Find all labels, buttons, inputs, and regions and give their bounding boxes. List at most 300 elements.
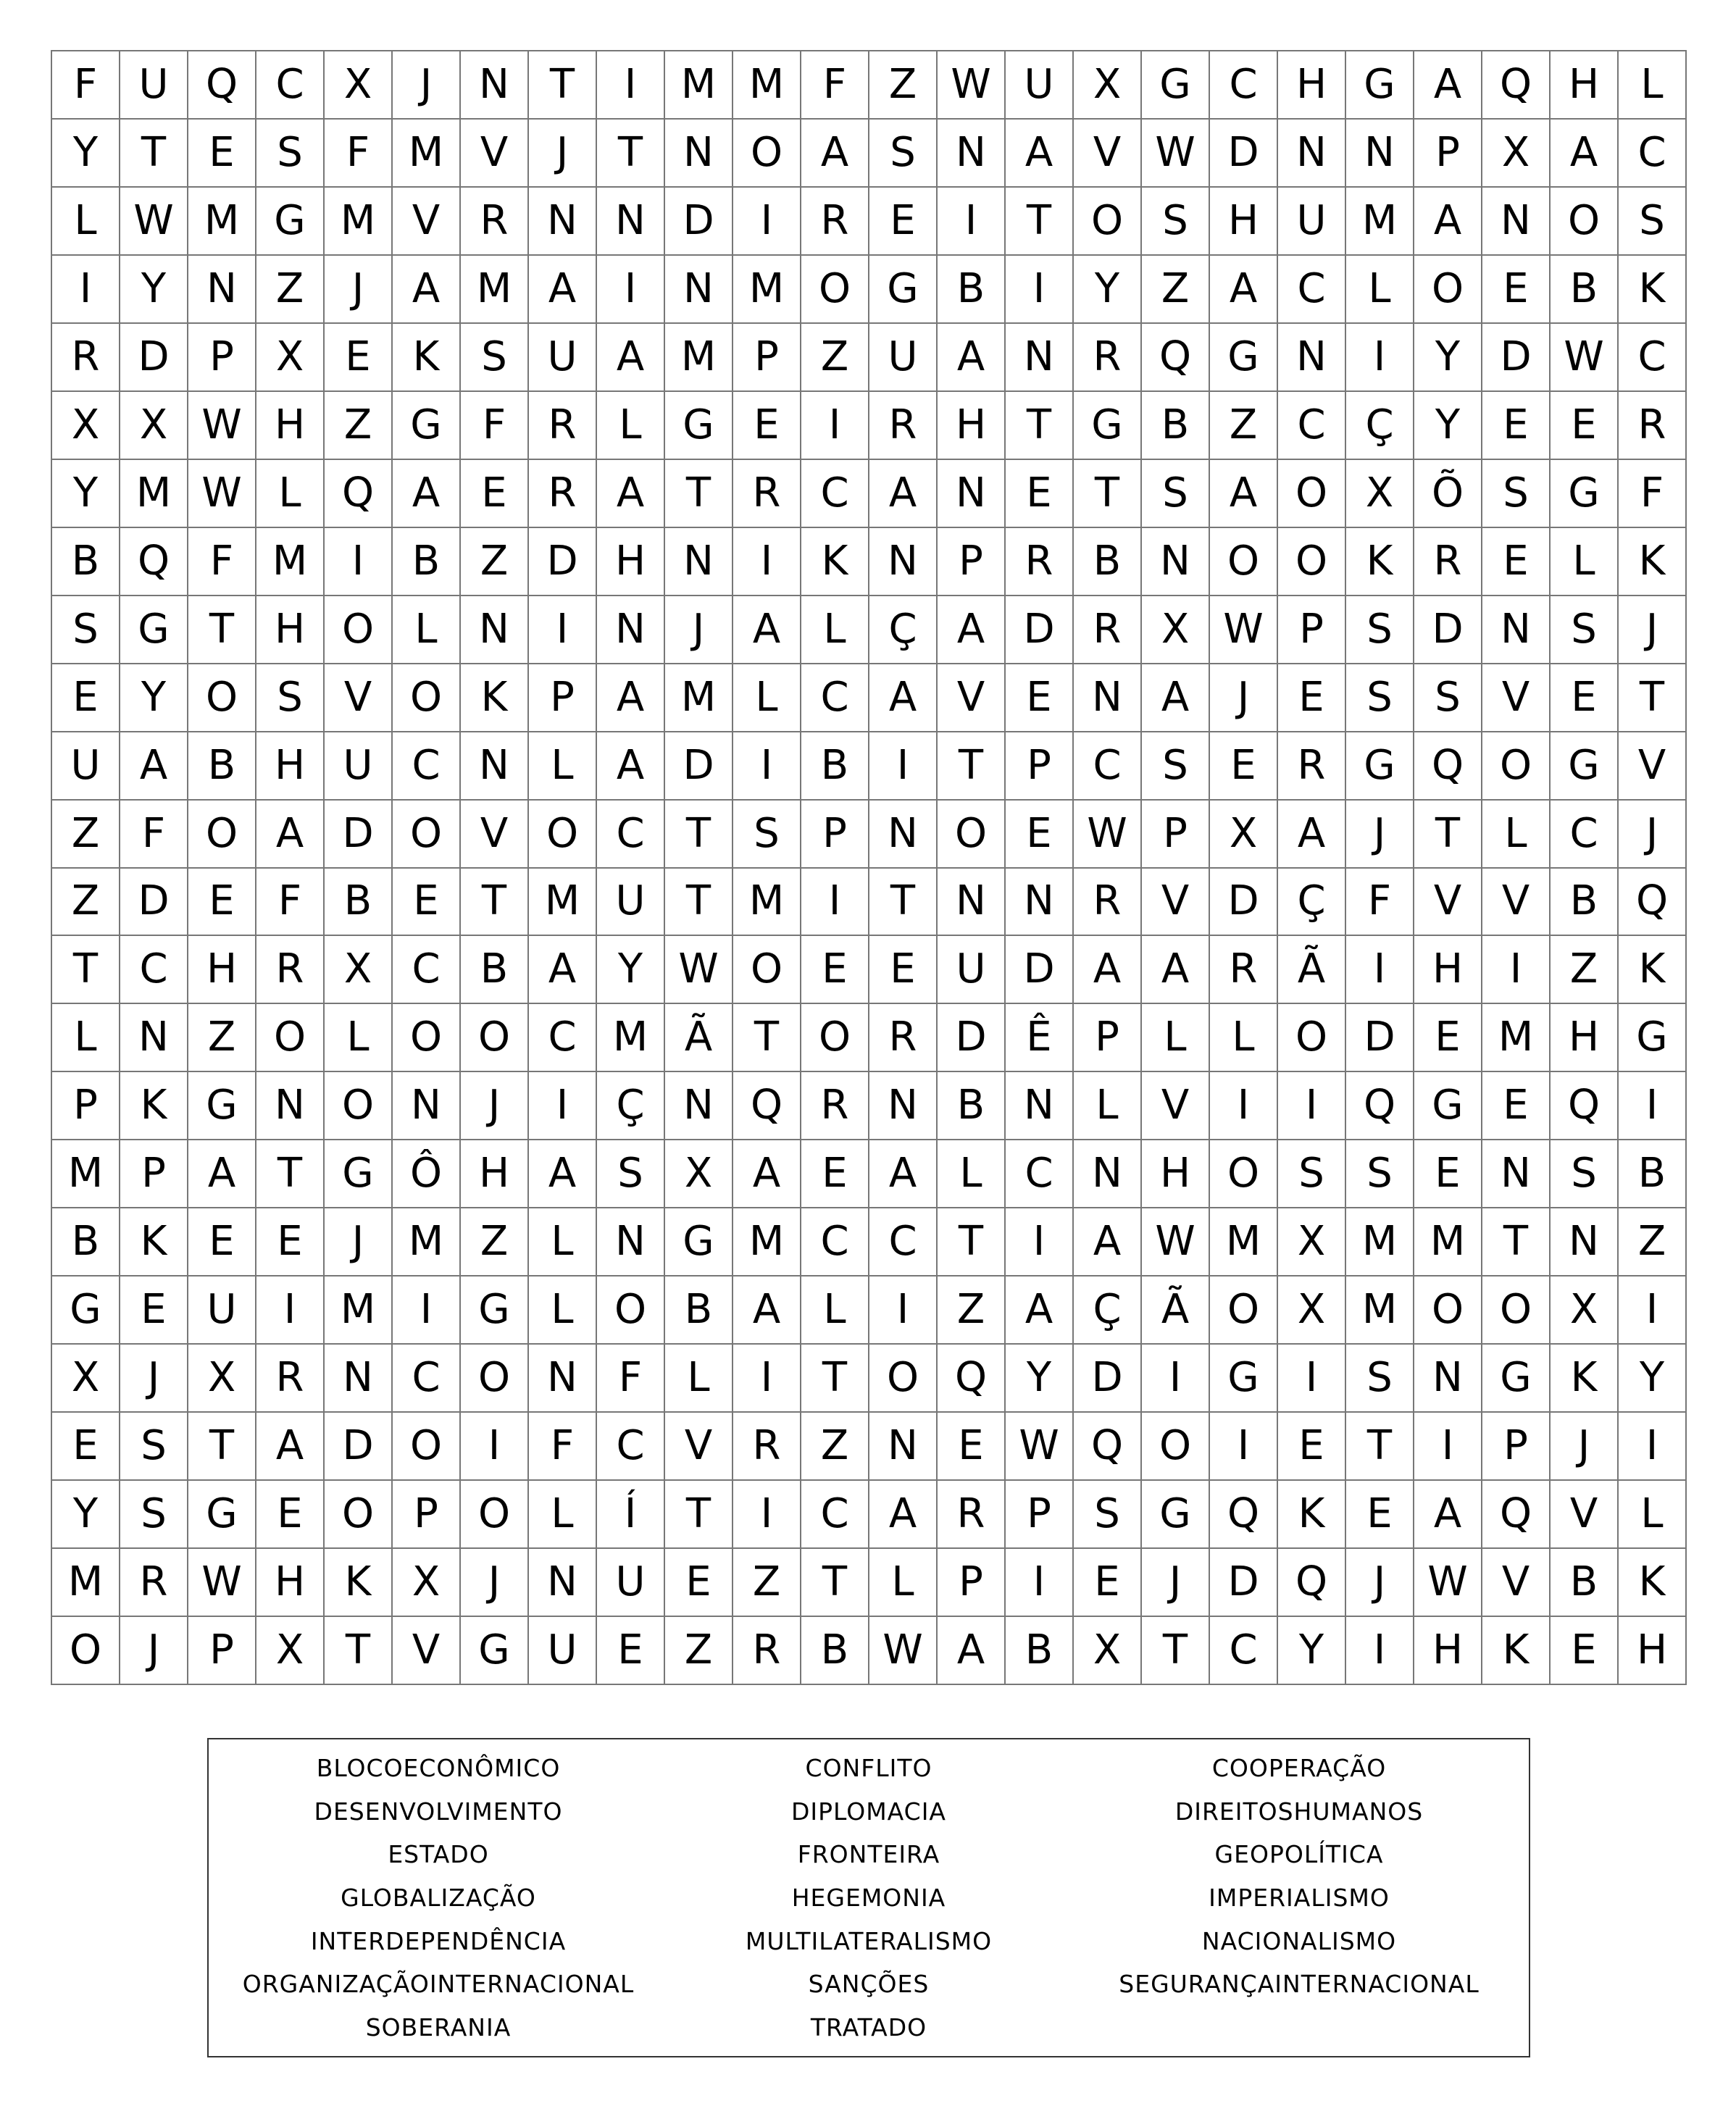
grid-cell[interactable]: A: [1006, 120, 1074, 188]
grid-cell[interactable]: I: [52, 256, 120, 324]
grid-cell[interactable]: W: [1210, 596, 1278, 664]
grid-cell[interactable]: E: [1482, 256, 1551, 324]
grid-cell[interactable]: C: [1278, 256, 1346, 324]
grid-cell[interactable]: C: [1619, 324, 1687, 392]
grid-cell[interactable]: G: [393, 392, 461, 460]
grid-cell[interactable]: Ã: [1142, 1276, 1210, 1345]
grid-cell[interactable]: D: [938, 1004, 1006, 1072]
grid-cell[interactable]: X: [256, 1617, 325, 1685]
grid-cell[interactable]: Z: [1142, 256, 1210, 324]
grid-cell[interactable]: D: [1346, 1004, 1414, 1072]
grid-cell[interactable]: I: [1006, 1549, 1074, 1617]
grid-cell[interactable]: A: [393, 256, 461, 324]
grid-cell[interactable]: P: [52, 1072, 120, 1140]
grid-cell[interactable]: R: [529, 392, 597, 460]
grid-cell[interactable]: H: [938, 392, 1006, 460]
grid-cell[interactable]: I: [1210, 1072, 1278, 1140]
grid-cell[interactable]: G: [120, 596, 188, 664]
grid-cell[interactable]: C: [1210, 1617, 1278, 1685]
grid-cell[interactable]: U: [52, 732, 120, 801]
grid-cell[interactable]: E: [1074, 1549, 1142, 1617]
grid-cell[interactable]: N: [1074, 664, 1142, 732]
grid-cell[interactable]: T: [1482, 1208, 1551, 1276]
grid-cell[interactable]: J: [1210, 664, 1278, 732]
grid-cell[interactable]: E: [869, 188, 938, 256]
grid-cell[interactable]: R: [733, 1617, 801, 1685]
grid-cell[interactable]: E: [188, 869, 256, 937]
grid-cell[interactable]: Y: [1006, 1345, 1074, 1413]
grid-cell[interactable]: Ê: [1006, 1004, 1074, 1072]
grid-cell[interactable]: P: [1278, 596, 1346, 664]
grid-cell[interactable]: C: [120, 936, 188, 1004]
grid-cell[interactable]: R: [256, 1345, 325, 1413]
grid-cell[interactable]: T: [256, 1140, 325, 1208]
grid-cell[interactable]: O: [733, 120, 801, 188]
grid-cell[interactable]: Y: [1619, 1345, 1687, 1413]
grid-cell[interactable]: B: [1006, 1617, 1074, 1685]
grid-cell[interactable]: H: [256, 392, 325, 460]
grid-cell[interactable]: G: [188, 1481, 256, 1549]
grid-cell[interactable]: B: [1551, 1549, 1619, 1617]
grid-cell[interactable]: I: [869, 732, 938, 801]
grid-cell[interactable]: P: [733, 324, 801, 392]
grid-cell[interactable]: H: [1210, 188, 1278, 256]
grid-cell[interactable]: O: [597, 1276, 665, 1345]
grid-cell[interactable]: I: [733, 732, 801, 801]
grid-cell[interactable]: A: [1551, 120, 1619, 188]
grid-cell[interactable]: B: [1619, 1140, 1687, 1208]
grid-cell[interactable]: L: [1210, 1004, 1278, 1072]
grid-cell[interactable]: I: [256, 1276, 325, 1345]
grid-cell[interactable]: Q: [1346, 1072, 1414, 1140]
grid-cell[interactable]: V: [1482, 869, 1551, 937]
grid-cell[interactable]: R: [256, 936, 325, 1004]
grid-cell[interactable]: N: [1074, 1140, 1142, 1208]
grid-cell[interactable]: O: [1414, 256, 1482, 324]
grid-cell[interactable]: G: [461, 1617, 529, 1685]
grid-cell[interactable]: M: [1210, 1208, 1278, 1276]
grid-cell[interactable]: L: [597, 392, 665, 460]
grid-cell[interactable]: E: [1551, 664, 1619, 732]
grid-cell[interactable]: U: [597, 1549, 665, 1617]
grid-cell[interactable]: Õ: [1414, 460, 1482, 528]
grid-cell[interactable]: R: [1619, 392, 1687, 460]
grid-cell[interactable]: O: [1551, 188, 1619, 256]
grid-cell[interactable]: H: [256, 732, 325, 801]
grid-cell[interactable]: P: [188, 1617, 256, 1685]
grid-cell[interactable]: U: [120, 51, 188, 120]
grid-cell[interactable]: B: [393, 528, 461, 596]
grid-cell[interactable]: H: [256, 1549, 325, 1617]
grid-cell[interactable]: Y: [1414, 324, 1482, 392]
grid-cell[interactable]: K: [1278, 1481, 1346, 1549]
grid-cell[interactable]: T: [1346, 1413, 1414, 1481]
grid-cell[interactable]: N: [1006, 869, 1074, 937]
grid-cell[interactable]: Z: [52, 869, 120, 937]
grid-cell[interactable]: B: [52, 1208, 120, 1276]
grid-cell[interactable]: O: [393, 664, 461, 732]
grid-cell[interactable]: Q: [733, 1072, 801, 1140]
grid-cell[interactable]: E: [1210, 732, 1278, 801]
grid-cell[interactable]: L: [1074, 1072, 1142, 1140]
grid-cell[interactable]: K: [1482, 1617, 1551, 1685]
grid-cell[interactable]: I: [1619, 1276, 1687, 1345]
grid-cell[interactable]: J: [461, 1549, 529, 1617]
grid-cell[interactable]: W: [120, 188, 188, 256]
grid-cell[interactable]: V: [461, 801, 529, 869]
grid-cell[interactable]: O: [1210, 1140, 1278, 1208]
grid-cell[interactable]: J: [1551, 1413, 1619, 1481]
grid-cell[interactable]: B: [1551, 869, 1619, 937]
grid-cell[interactable]: E: [1278, 1413, 1346, 1481]
grid-cell[interactable]: C: [801, 1481, 869, 1549]
grid-cell[interactable]: T: [325, 1617, 393, 1685]
grid-cell[interactable]: E: [1551, 1617, 1619, 1685]
grid-cell[interactable]: E: [1482, 1072, 1551, 1140]
grid-cell[interactable]: F: [325, 120, 393, 188]
grid-cell[interactable]: D: [529, 528, 597, 596]
grid-cell[interactable]: P: [801, 801, 869, 869]
grid-cell[interactable]: R: [938, 1481, 1006, 1549]
grid-cell[interactable]: J: [120, 1617, 188, 1685]
grid-cell[interactable]: B: [801, 732, 869, 801]
grid-cell[interactable]: N: [938, 460, 1006, 528]
grid-cell[interactable]: M: [1346, 188, 1414, 256]
grid-cell[interactable]: D: [325, 1413, 393, 1481]
grid-cell[interactable]: Ã: [1278, 936, 1346, 1004]
grid-cell[interactable]: M: [188, 188, 256, 256]
grid-cell[interactable]: E: [256, 1208, 325, 1276]
grid-cell[interactable]: B: [1074, 528, 1142, 596]
grid-cell[interactable]: I: [597, 51, 665, 120]
grid-cell[interactable]: M: [733, 869, 801, 937]
grid-cell[interactable]: Z: [188, 1004, 256, 1072]
grid-cell[interactable]: S: [1142, 460, 1210, 528]
grid-cell[interactable]: O: [325, 596, 393, 664]
grid-cell[interactable]: L: [1482, 801, 1551, 869]
grid-cell[interactable]: H: [1142, 1140, 1210, 1208]
grid-cell[interactable]: D: [665, 188, 733, 256]
grid-cell[interactable]: M: [733, 256, 801, 324]
grid-cell[interactable]: N: [869, 528, 938, 596]
grid-cell[interactable]: I: [733, 528, 801, 596]
grid-cell[interactable]: I: [1278, 1345, 1346, 1413]
grid-cell[interactable]: I: [393, 1276, 461, 1345]
grid-cell[interactable]: A: [733, 1140, 801, 1208]
grid-cell[interactable]: G: [869, 256, 938, 324]
grid-cell[interactable]: G: [1346, 732, 1414, 801]
grid-cell[interactable]: P: [1006, 1481, 1074, 1549]
grid-cell[interactable]: P: [1142, 801, 1210, 869]
grid-cell[interactable]: S: [1142, 732, 1210, 801]
grid-cell[interactable]: Q: [938, 1345, 1006, 1413]
grid-cell[interactable]: O: [393, 801, 461, 869]
grid-cell[interactable]: E: [1414, 1004, 1482, 1072]
grid-cell[interactable]: T: [188, 596, 256, 664]
grid-cell[interactable]: N: [120, 1004, 188, 1072]
grid-cell[interactable]: Q: [1210, 1481, 1278, 1549]
grid-cell[interactable]: Z: [938, 1276, 1006, 1345]
grid-cell[interactable]: E: [1006, 664, 1074, 732]
grid-cell[interactable]: R: [1210, 936, 1278, 1004]
grid-cell[interactable]: O: [393, 1004, 461, 1072]
grid-cell[interactable]: R: [869, 1004, 938, 1072]
grid-cell[interactable]: W: [938, 51, 1006, 120]
grid-cell[interactable]: L: [1346, 256, 1414, 324]
grid-cell[interactable]: A: [1414, 51, 1482, 120]
grid-cell[interactable]: N: [461, 51, 529, 120]
grid-cell[interactable]: M: [325, 188, 393, 256]
grid-cell[interactable]: Z: [461, 1208, 529, 1276]
grid-cell[interactable]: L: [393, 596, 461, 664]
grid-cell[interactable]: J: [665, 596, 733, 664]
grid-cell[interactable]: C: [1006, 1140, 1074, 1208]
grid-cell[interactable]: J: [1346, 801, 1414, 869]
grid-cell[interactable]: O: [1142, 1413, 1210, 1481]
grid-cell[interactable]: Q: [1482, 1481, 1551, 1549]
grid-cell[interactable]: O: [52, 1617, 120, 1685]
grid-cell[interactable]: J: [529, 120, 597, 188]
grid-cell[interactable]: E: [1278, 664, 1346, 732]
grid-cell[interactable]: D: [665, 732, 733, 801]
grid-cell[interactable]: X: [256, 324, 325, 392]
grid-cell[interactable]: E: [801, 1140, 869, 1208]
grid-cell[interactable]: O: [869, 1345, 938, 1413]
grid-cell[interactable]: O: [801, 256, 869, 324]
grid-cell[interactable]: G: [1414, 1072, 1482, 1140]
grid-cell[interactable]: Ã: [665, 1004, 733, 1072]
grid-cell[interactable]: I: [1006, 256, 1074, 324]
grid-cell[interactable]: X: [325, 936, 393, 1004]
grid-cell[interactable]: S: [461, 324, 529, 392]
grid-cell[interactable]: D: [1006, 936, 1074, 1004]
grid-cell[interactable]: Y: [1414, 392, 1482, 460]
grid-cell[interactable]: M: [1482, 1004, 1551, 1072]
grid-cell[interactable]: R: [1074, 596, 1142, 664]
grid-cell[interactable]: P: [188, 324, 256, 392]
grid-cell[interactable]: Ç: [1074, 1276, 1142, 1345]
grid-cell[interactable]: A: [1414, 1481, 1482, 1549]
grid-cell[interactable]: E: [120, 1276, 188, 1345]
grid-cell[interactable]: N: [1482, 596, 1551, 664]
grid-cell[interactable]: F: [461, 392, 529, 460]
grid-cell[interactable]: X: [1074, 1617, 1142, 1685]
grid-cell[interactable]: A: [529, 1140, 597, 1208]
grid-cell[interactable]: Q: [188, 51, 256, 120]
grid-cell[interactable]: Y: [597, 936, 665, 1004]
grid-cell[interactable]: T: [1142, 1617, 1210, 1685]
grid-cell[interactable]: V: [1142, 1072, 1210, 1140]
grid-cell[interactable]: A: [1414, 188, 1482, 256]
grid-cell[interactable]: B: [1142, 392, 1210, 460]
grid-cell[interactable]: M: [597, 1004, 665, 1072]
grid-cell[interactable]: A: [869, 1481, 938, 1549]
grid-cell[interactable]: A: [597, 664, 665, 732]
grid-cell[interactable]: E: [393, 869, 461, 937]
grid-cell[interactable]: M: [1414, 1208, 1482, 1276]
grid-cell[interactable]: A: [1074, 936, 1142, 1004]
grid-cell[interactable]: O: [1482, 732, 1551, 801]
grid-cell[interactable]: L: [665, 1345, 733, 1413]
grid-cell[interactable]: F: [120, 801, 188, 869]
grid-cell[interactable]: G: [461, 1276, 529, 1345]
grid-cell[interactable]: X: [665, 1140, 733, 1208]
grid-cell[interactable]: O: [188, 664, 256, 732]
grid-cell[interactable]: T: [665, 869, 733, 937]
grid-cell[interactable]: M: [393, 1208, 461, 1276]
grid-cell[interactable]: L: [529, 1481, 597, 1549]
grid-cell[interactable]: K: [1551, 1345, 1619, 1413]
grid-cell[interactable]: O: [1278, 460, 1346, 528]
grid-cell[interactable]: Q: [1074, 1413, 1142, 1481]
grid-cell[interactable]: D: [120, 324, 188, 392]
grid-cell[interactable]: N: [461, 596, 529, 664]
grid-cell[interactable]: K: [120, 1208, 188, 1276]
grid-cell[interactable]: O: [256, 1004, 325, 1072]
grid-cell[interactable]: G: [52, 1276, 120, 1345]
grid-cell[interactable]: O: [1210, 1276, 1278, 1345]
grid-cell[interactable]: U: [1006, 51, 1074, 120]
grid-cell[interactable]: Y: [1278, 1617, 1346, 1685]
grid-cell[interactable]: S: [733, 801, 801, 869]
grid-cell[interactable]: T: [1414, 801, 1482, 869]
grid-cell[interactable]: A: [869, 1140, 938, 1208]
grid-cell[interactable]: N: [1006, 1072, 1074, 1140]
grid-cell[interactable]: K: [1619, 256, 1687, 324]
grid-cell[interactable]: N: [597, 188, 665, 256]
grid-cell[interactable]: E: [188, 1208, 256, 1276]
grid-cell[interactable]: B: [938, 1072, 1006, 1140]
grid-cell[interactable]: S: [1482, 460, 1551, 528]
grid-cell[interactable]: Z: [869, 51, 938, 120]
grid-cell[interactable]: T: [938, 732, 1006, 801]
grid-cell[interactable]: H: [1278, 51, 1346, 120]
grid-cell[interactable]: D: [1414, 596, 1482, 664]
grid-cell[interactable]: T: [529, 51, 597, 120]
grid-cell[interactable]: S: [256, 664, 325, 732]
grid-cell[interactable]: Z: [801, 1413, 869, 1481]
grid-cell[interactable]: T: [1619, 664, 1687, 732]
grid-cell[interactable]: P: [1482, 1413, 1551, 1481]
grid-cell[interactable]: I: [869, 1276, 938, 1345]
grid-cell[interactable]: L: [52, 188, 120, 256]
grid-cell[interactable]: M: [665, 664, 733, 732]
grid-cell[interactable]: S: [120, 1413, 188, 1481]
grid-cell[interactable]: L: [801, 1276, 869, 1345]
grid-cell[interactable]: E: [733, 392, 801, 460]
grid-cell[interactable]: O: [733, 936, 801, 1004]
grid-cell[interactable]: X: [120, 392, 188, 460]
grid-cell[interactable]: O: [938, 801, 1006, 869]
grid-cell[interactable]: I: [1346, 936, 1414, 1004]
grid-cell[interactable]: W: [188, 392, 256, 460]
grid-cell[interactable]: E: [188, 120, 256, 188]
grid-cell[interactable]: L: [325, 1004, 393, 1072]
grid-cell[interactable]: N: [461, 732, 529, 801]
grid-cell[interactable]: T: [869, 869, 938, 937]
grid-cell[interactable]: E: [325, 324, 393, 392]
grid-cell[interactable]: O: [1414, 1276, 1482, 1345]
grid-cell[interactable]: C: [801, 460, 869, 528]
grid-cell[interactable]: S: [1346, 1345, 1414, 1413]
grid-cell[interactable]: N: [869, 1072, 938, 1140]
grid-cell[interactable]: X: [325, 51, 393, 120]
grid-cell[interactable]: A: [938, 1617, 1006, 1685]
grid-cell[interactable]: Z: [52, 801, 120, 869]
grid-cell[interactable]: P: [1006, 732, 1074, 801]
grid-cell[interactable]: A: [938, 324, 1006, 392]
grid-cell[interactable]: W: [188, 460, 256, 528]
grid-cell[interactable]: M: [665, 51, 733, 120]
grid-cell[interactable]: L: [1142, 1004, 1210, 1072]
grid-cell[interactable]: T: [801, 1345, 869, 1413]
grid-cell[interactable]: A: [869, 664, 938, 732]
grid-cell[interactable]: A: [938, 596, 1006, 664]
grid-cell[interactable]: S: [52, 596, 120, 664]
grid-cell[interactable]: G: [1482, 1345, 1551, 1413]
grid-cell[interactable]: S: [1414, 664, 1482, 732]
grid-cell[interactable]: C: [256, 51, 325, 120]
grid-cell[interactable]: S: [1551, 1140, 1619, 1208]
grid-cell[interactable]: O: [461, 1345, 529, 1413]
grid-cell[interactable]: M: [120, 460, 188, 528]
grid-cell[interactable]: G: [665, 392, 733, 460]
grid-cell[interactable]: P: [938, 528, 1006, 596]
grid-cell[interactable]: A: [529, 256, 597, 324]
grid-cell[interactable]: I: [325, 528, 393, 596]
grid-cell[interactable]: U: [325, 732, 393, 801]
grid-cell[interactable]: D: [1074, 1345, 1142, 1413]
grid-cell[interactable]: O: [529, 801, 597, 869]
grid-cell[interactable]: U: [869, 324, 938, 392]
grid-cell[interactable]: N: [665, 256, 733, 324]
grid-cell[interactable]: N: [1482, 188, 1551, 256]
grid-cell[interactable]: V: [938, 664, 1006, 732]
grid-cell[interactable]: S: [1346, 664, 1414, 732]
grid-cell[interactable]: Q: [1619, 869, 1687, 937]
grid-cell[interactable]: D: [1210, 869, 1278, 937]
grid-cell[interactable]: Ç: [869, 596, 938, 664]
grid-cell[interactable]: I: [529, 596, 597, 664]
grid-cell[interactable]: A: [1142, 664, 1210, 732]
grid-cell[interactable]: E: [461, 460, 529, 528]
grid-cell[interactable]: C: [529, 1004, 597, 1072]
grid-cell[interactable]: R: [120, 1549, 188, 1617]
grid-cell[interactable]: M: [52, 1140, 120, 1208]
grid-cell[interactable]: J: [120, 1345, 188, 1413]
grid-cell[interactable]: I: [461, 1413, 529, 1481]
grid-cell[interactable]: F: [529, 1413, 597, 1481]
grid-cell[interactable]: N: [869, 801, 938, 869]
grid-cell[interactable]: T: [665, 1481, 733, 1549]
grid-cell[interactable]: L: [52, 1004, 120, 1072]
grid-cell[interactable]: P: [393, 1481, 461, 1549]
grid-cell[interactable]: R: [461, 188, 529, 256]
grid-cell[interactable]: H: [461, 1140, 529, 1208]
grid-cell[interactable]: N: [1414, 1345, 1482, 1413]
grid-cell[interactable]: T: [188, 1413, 256, 1481]
grid-cell[interactable]: R: [733, 460, 801, 528]
grid-cell[interactable]: N: [938, 869, 1006, 937]
grid-cell[interactable]: Ç: [1346, 392, 1414, 460]
grid-cell[interactable]: O: [1278, 528, 1346, 596]
grid-cell[interactable]: Q: [1551, 1072, 1619, 1140]
grid-cell[interactable]: B: [461, 936, 529, 1004]
grid-cell[interactable]: J: [325, 256, 393, 324]
grid-cell[interactable]: H: [188, 936, 256, 1004]
grid-cell[interactable]: E: [597, 1617, 665, 1685]
grid-cell[interactable]: Q: [1142, 324, 1210, 392]
